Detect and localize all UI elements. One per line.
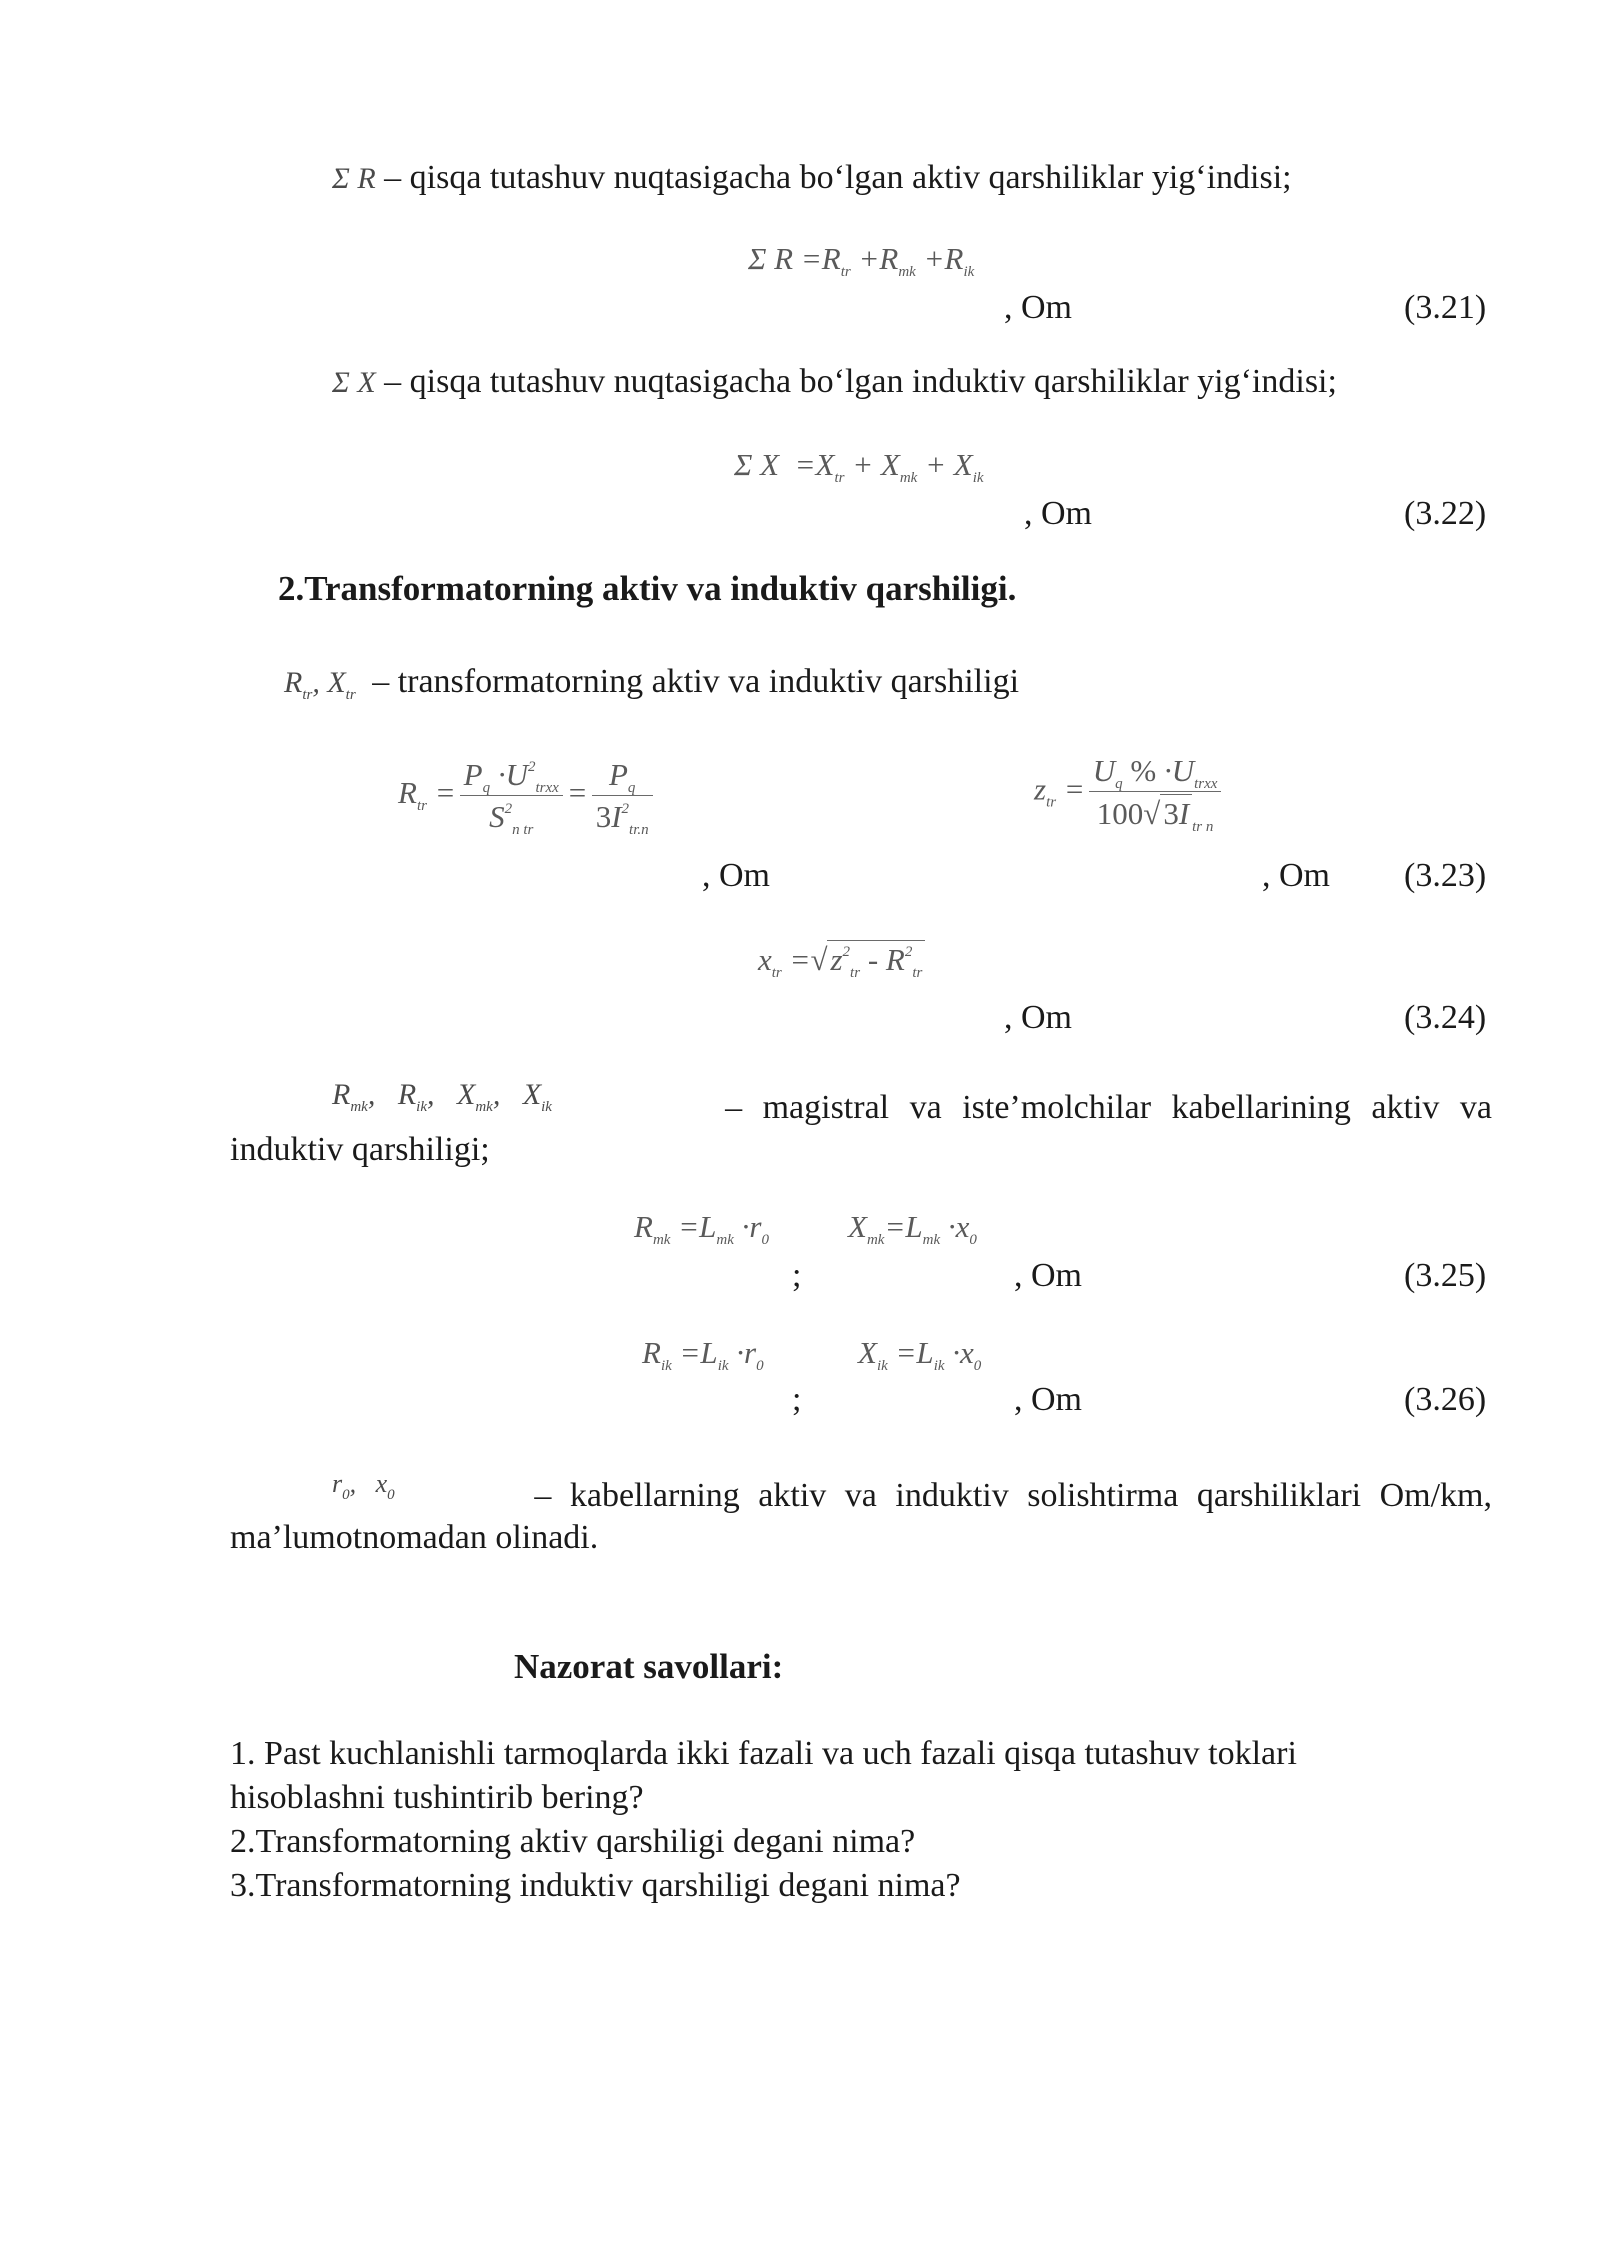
formula-3-21-unit: , Om xyxy=(1004,289,1072,326)
formula-3-22-unit: , Om xyxy=(1024,495,1092,532)
rtr-xtr-text: – transformatorning aktiv va induktiv qarshiligi xyxy=(372,663,1020,700)
rtr-xtr-definition xyxy=(284,662,1019,703)
formula-3-25-x: $X_{mk}=L_{mk} \cdot x_0$ xyxy=(848,1209,977,1248)
r0x0-text-line1: – kabellarning aktiv va induktiv solishtirma qarshiliklari Om/km, xyxy=(534,1477,1492,1514)
questions-heading: Nazorat savollari: xyxy=(514,1647,784,1686)
formula-3-26-number: (3.26) xyxy=(1404,1381,1487,1418)
sum-r-text: – qisqa tutashuv nuqtasigacha bo‘lgan aktiv qarshiliklar yig‘indisi; xyxy=(384,159,1292,196)
r0x0-symbols: $r_0$, $x_0$ xyxy=(332,1469,395,1503)
formula-3-24-number: (3.24) xyxy=(1404,999,1487,1036)
question-1-line2: hisoblashni tushintirib bering? xyxy=(230,1779,644,1816)
formula-3-21: Σ $R =R_{tr} +R_{mk} +R_{ik}$ xyxy=(748,241,975,280)
formula-3-22-number: (3.22) xyxy=(1404,495,1487,532)
fraction-ztr: $\frac{U_q \% \cdot U_{trxx}}{100√3I _{tr n}}$ xyxy=(1089,752,1222,832)
formula-3-24-unit: , Om xyxy=(1004,999,1072,1036)
cable-symbols: $R_{mk}$, $R_{ik}$, $X_{mk}$, $X_{ik}$ xyxy=(332,1078,552,1115)
formula-3-23-unit-b: , Om xyxy=(1262,857,1330,894)
sum-x-definition xyxy=(332,362,1337,403)
formula-3-23-ztr: $z_{tr}$ = $\frac{U_q \% \cdot U_{trxx}}{100√3I _{tr n}}$ xyxy=(1034,752,1225,832)
cable-text-line1: – magistral va iste’molchilar kabellarining aktiv va xyxy=(725,1089,1492,1126)
formula-3-26-sep: ; xyxy=(792,1381,802,1418)
sum-r-definition xyxy=(332,158,1292,199)
cable-text-line2: induktiv qarshiligi; xyxy=(230,1131,490,1168)
rtr-xtr-symbols: $R_{tr}$, $X_{tr}$ xyxy=(284,666,356,703)
formula-3-23-number: (3.23) xyxy=(1404,857,1487,894)
formula-3-25-unit: , Om xyxy=(1014,1257,1082,1294)
formula-3-22: Σ $X =X_{tr} + X_{mk} + X_{ik}$ xyxy=(734,447,984,486)
formula-3-23-rtr: $R_{tr}$ = $\frac{P_q \cdot U^2_{trxx}}{S^2_{n tr}}$ = $\frac{P_q}{3I^2_{tr.n}}$ xyxy=(398,756,657,835)
cable-definition-line1 xyxy=(332,1074,1492,1126)
r0x0-definition-line1 xyxy=(332,1462,1492,1514)
formula-3-23-unit-a: , Om xyxy=(702,857,770,894)
formula-3-25-r: $R_{mk} =L_{mk} \cdot r_0$ xyxy=(634,1209,769,1248)
formula-3-25-number: (3.25) xyxy=(1404,1257,1487,1294)
r0x0-text-line2: ma’lumotnomadan olinadi. xyxy=(230,1519,599,1556)
formula-3-26-unit: , Om xyxy=(1014,1381,1082,1418)
formula-3-26-x: $X_{ik} =L_{ik} \cdot x_0$ xyxy=(858,1335,982,1374)
fraction-rtr-2: $\frac{P_q}{3I^2_{tr.n}}$ xyxy=(592,756,653,835)
question-1-line1: 1. Past kuchlanishli tarmoqlarda ikki fazali va uch fazali qisqa tutashuv toklari xyxy=(230,1735,1297,1772)
sum-r-symbol: Σ R xyxy=(332,162,376,195)
question-2: 2.Transformatorning aktiv qarshiligi degani nima? xyxy=(230,1823,916,1860)
sum-x-symbol: Σ X xyxy=(332,366,376,399)
formula-3-21-number: (3.21) xyxy=(1404,289,1487,326)
formula-3-26-r: $R_{ik} =L_{ik} \cdot r_0$ xyxy=(642,1335,764,1374)
section-heading: 2.Transformatorning aktiv va induktiv qarshiligi. xyxy=(278,569,1017,608)
sum-x-text: – qisqa tutashuv nuqtasigacha bo‘lgan induktiv qarshiliklar yig‘indisi; xyxy=(384,363,1337,400)
fraction-rtr-1: $\frac{P_q \cdot U^2_{trxx}}{S^2_{n tr}}$ xyxy=(460,756,563,835)
formula-3-24: $x_{tr} =√z^2_{tr} - R^2_{tr}$ xyxy=(758,940,925,978)
question-3: 3.Transformatorning induktiv qarshiligi degani nima? xyxy=(230,1867,961,1904)
formula-3-25-sep: ; xyxy=(792,1257,802,1294)
